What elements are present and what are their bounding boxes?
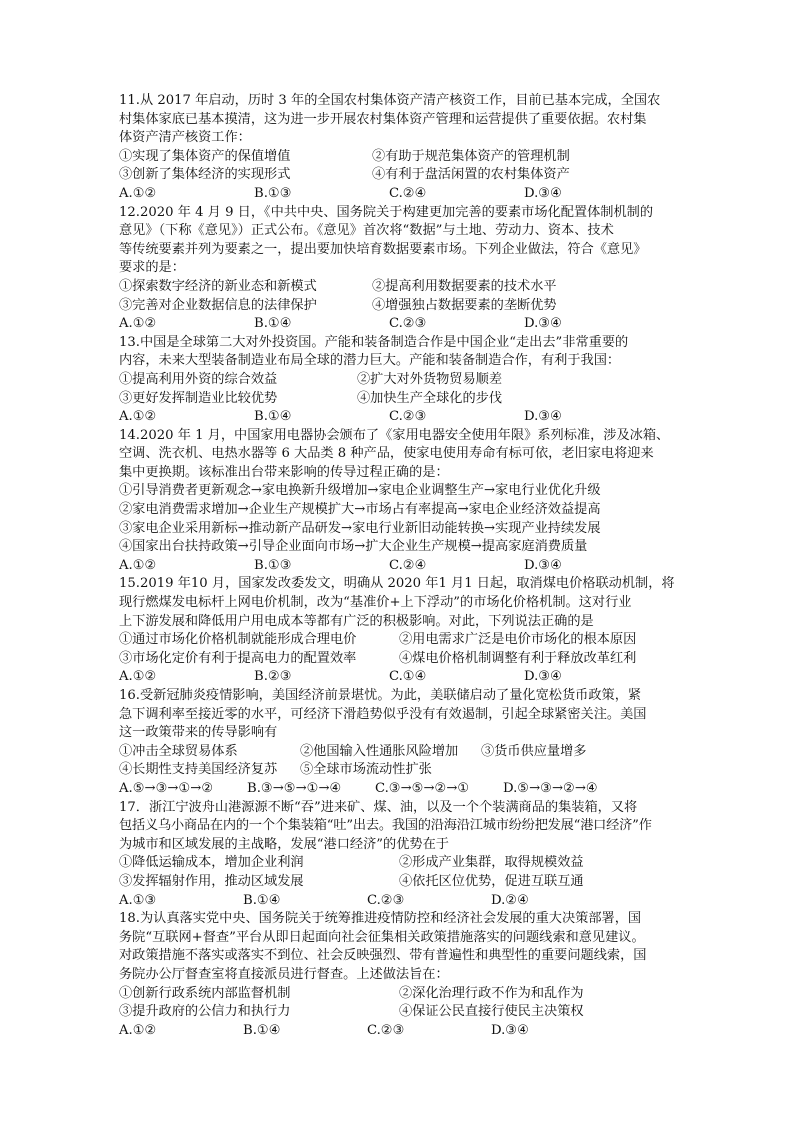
question-stem: 现行燃煤发电标杆上网电价机制，改为“基准价+上下浮动”的市场化价格机制。这对行业 [119, 595, 632, 611]
statement-4: ④长期性支持美国经济复苏 [119, 762, 278, 778]
statement-3: ③更好发挥制造业比较优势 [119, 390, 278, 406]
choice-c: C.②③ [389, 316, 427, 332]
statement-4: ④加快生产全球化的步伐 [357, 390, 503, 406]
statement-1: ①探索数字经济的新业态和新模式 [119, 278, 317, 294]
question-stem: 16.受新冠肺炎疫情影响，美国经济前景堪忧。为此，美联储启动了量化宽松货币政策，紧 [119, 688, 642, 703]
statement-1: ①实现了集体资产的保值增值 [119, 148, 291, 164]
choice-b: B.①④ [254, 409, 292, 425]
choice-b: B.③→⑤→①→④ [247, 780, 342, 796]
question-stem: 体资产清产核资工作： [119, 130, 251, 146]
question-14 [119, 427, 670, 576]
choice-d: D.③④ [524, 185, 562, 201]
statement-2: ②形成产业集群，取得规模效益 [399, 855, 584, 871]
statement-1: ①创新行政系统内部监督机制 [119, 985, 291, 1001]
choice-a: A.①② [119, 316, 157, 332]
answer-choices [119, 185, 659, 204]
flow-statement-1: ①引导消费者更新观念→家电换新升级增加→家电企业调整生产→家电行业优化升级 [119, 483, 601, 499]
answer-choices [119, 668, 659, 687]
question-15 [119, 575, 675, 687]
question-stem: 务院办公厅督查室将直接派员进行督查。上述做法旨在： [119, 966, 449, 982]
choice-c: C.①④ [389, 669, 427, 685]
option-row [119, 854, 659, 873]
choice-c: C.②③ [367, 1022, 405, 1038]
option-row [119, 166, 659, 185]
question-stem: 14.2020 年 1 月，中国家用电器协会颁布了《家用电器安全使用年限》系列标准，涉及冰箱、 [119, 427, 670, 443]
statement-4: ④煤电价格机制调整有利于释放改革红利 [399, 650, 637, 666]
option-row [119, 148, 659, 167]
choice-d: D.②④ [491, 892, 529, 908]
option-row [119, 985, 659, 1004]
choice-a: A.①② [119, 409, 157, 425]
question-stem: 村集体家底已基本摸清，这为进一步开展农村集体资产管理和运营提供了重要依据。农村集 [119, 111, 647, 127]
answer-choices [119, 780, 659, 799]
statement-3: ③发挥辐射作用，推动区域发展 [119, 873, 304, 889]
question-12 [119, 204, 659, 334]
question-stem: 急下调利率至接近零的水平，可经济下滑趋势似乎没有有效遏制，引起全球紧密关注。美国 [119, 706, 647, 722]
choice-d: D.③④ [491, 1022, 529, 1038]
answer-choices [119, 892, 659, 911]
question-11 [119, 92, 659, 204]
option-row [119, 873, 659, 892]
choice-b: B.①④ [243, 892, 281, 908]
choice-c: C.②③ [389, 409, 427, 425]
question-stem: 意见》（下称《意见》）正式公布。《意见》首次将“数据”与土地、劳动力、资本、技术 [119, 223, 614, 239]
statement-2: ②提高利用数据要素的技术水平 [372, 278, 557, 294]
choice-b: B.①④ [243, 1022, 281, 1038]
statement-4: ④依托区位优势，促进互联互通 [399, 873, 584, 889]
question-stem: 11.从 2017 年启动，历时 3 年的全国农村集体资产清产核资工作，目前已基本完成，全国农 [119, 93, 661, 108]
question-13 [119, 334, 659, 427]
question-stem: 18.为认真落实党中央、国务院关于统筹推进疫情防控和经济社会发展的重大决策部署，国 [119, 911, 642, 927]
question-stem: 对政策措施不落实或落实不到位、社会反映强烈、带有普遍性和典型性的重要问题线索，国 [119, 948, 647, 964]
option-row [119, 631, 659, 650]
question-stem: 13.中国是全球第二大对外投资国。产能和装备制造合作是中国企业“走出去”非常重要的 [119, 334, 629, 350]
question-stem: 上下游发展和降低用户用电成本等都有广泛的积极影响。对此，下列说法正确的是 [119, 613, 594, 629]
choice-d: D.③④ [524, 409, 562, 425]
answer-choices [119, 315, 659, 334]
answer-choices [119, 1022, 659, 1041]
question-stem: 17．浙江宁波舟山港源源不断“吞”进来矿、煤、油，以及一个个装满商品的集装箱，又将 [119, 799, 638, 815]
statement-1: ①冲击全球贸易体系 [119, 743, 238, 759]
option-row [119, 390, 659, 409]
question-stem: 等传统要素并列为要素之一，提出要加快培育数据要素市场。下列企业做法，符合《意见》 [119, 241, 647, 257]
question-16 [119, 687, 659, 799]
question-stem: 务院“互联网+督查”平台从即日起面向社会征集相关政策措施落实的问题线索和意见建议。 [119, 929, 645, 945]
option-row [119, 1003, 659, 1022]
choice-b: B.②③ [254, 669, 292, 685]
statement-2: ②用电需求广泛是电价市场化的根本原因 [399, 632, 637, 648]
question-stem: 内容，未来大型装备制造业布局全球的潜力巨大。产能和装备制造合作，有利于我国： [119, 353, 621, 369]
choice-a: A.①② [119, 557, 157, 573]
statement-3: ③提升政府的公信力和执行力 [119, 1004, 291, 1020]
choice-d: D.③④ [524, 557, 562, 573]
flow-statement-3: ③家电企业采用新标→推动新产品研发→家电行业新旧动能转换→实现产业持续发展 [119, 520, 601, 536]
choice-a: A.⑤→③→①→② [119, 780, 214, 796]
statement-3: ③市场化定价有利于提高电力的配置效率 [119, 650, 357, 666]
statement-1: ①降低运输成本，增加企业利润 [119, 855, 304, 871]
option-row [119, 297, 659, 316]
answer-choices [119, 557, 659, 576]
question-stem: 要求的是： [119, 260, 185, 276]
statement-5: ⑤全球市场流动性扩张 [300, 762, 432, 778]
option-row [119, 650, 659, 669]
statement-1: ①通过市场化价格机制就能形成合理电价 [119, 632, 357, 648]
question-stem: 包括义乌小商品在内的一个个集装箱“吐”出去。我国的沿海沿江城市纷纷把发展“港口经济”作 [119, 818, 652, 834]
statement-2: ②深化治理行政不作为和乱作为 [399, 985, 584, 1001]
choice-d: D.③④ [524, 669, 562, 685]
question-stem: 12.2020 年 4 月 9 日，《中共中央、国务院关于构建更加完善的要素市场化配置体制机制的 [119, 204, 654, 220]
choice-d: D.③④ [524, 316, 562, 332]
statement-1: ①提高利用外资的综合效益 [119, 371, 278, 387]
choice-a: A.①② [119, 669, 157, 685]
choice-c: C.②④ [389, 185, 427, 201]
question-stem: 集中更换期。该标准出台带来影响的传导过程正确的是： [119, 464, 449, 480]
question-17 [119, 799, 659, 911]
answer-choices [119, 408, 659, 427]
question-stem: 为城市和区域发展的主战略，发展“港口经济”的优势在于 [119, 836, 449, 852]
choice-a: A.①③ [119, 892, 157, 908]
choice-a: A.①② [119, 185, 157, 201]
statement-2: ②他国输入性通胀风险增加 [300, 743, 459, 759]
statement-2: ②扩大对外货物贸易顺差 [357, 371, 503, 387]
question-18 [119, 910, 659, 1040]
choice-d: D.⑤→③→②→④ [503, 780, 598, 796]
choice-a: A.①② [119, 1022, 157, 1038]
statement-2: ②有助于规范集体资产的管理机制 [372, 148, 570, 164]
statement-4: ④保证公民直接行使民主决策权 [399, 1004, 584, 1020]
choice-b: B.①④ [254, 316, 292, 332]
choice-c: C.②③ [367, 892, 405, 908]
question-stem: 15.2019 年10 月，国家发改委发文，明确从 2020 年1 月1 日起，取消煤电价格联动机制，将 [119, 576, 675, 592]
statement-4: ④增强独占数据要素的垄断优势 [372, 297, 557, 313]
choice-c: C.②④ [389, 557, 427, 573]
flow-statement-4: ④国家出台扶持政策→引导企业面向市场→扩大企业生产规模→提高家庭消费质量 [119, 539, 588, 555]
choice-c: C.③→⑤→②→① [375, 780, 470, 796]
option-row [119, 278, 659, 297]
choice-b: B.①③ [254, 557, 292, 573]
option-row [119, 371, 659, 390]
option-row [119, 761, 659, 780]
choice-b: B.①③ [254, 185, 292, 201]
flow-statement-2: ②家电消费需求增加→企业生产规模扩大→市场占有率提高→家电企业经济效益提高 [119, 502, 601, 518]
question-sheet [119, 92, 675, 1040]
question-stem: 空调、洗衣机、电热水器等 6 大品类 8 种产品，使家电使用寿命有标可依，老旧家电将迎来 [119, 446, 654, 462]
question-stem: 这一政策带来的传导影响有 [119, 725, 278, 741]
statement-4: ④有利于盘活闲置的农村集体资产 [372, 167, 570, 183]
option-row [119, 743, 659, 762]
statement-3: ③创新了集体经济的实现形式 [119, 167, 291, 183]
statement-3: ③完善对企业数据信息的法律保护 [119, 297, 317, 313]
statement-3: ③货币供应量增多 [481, 743, 587, 759]
